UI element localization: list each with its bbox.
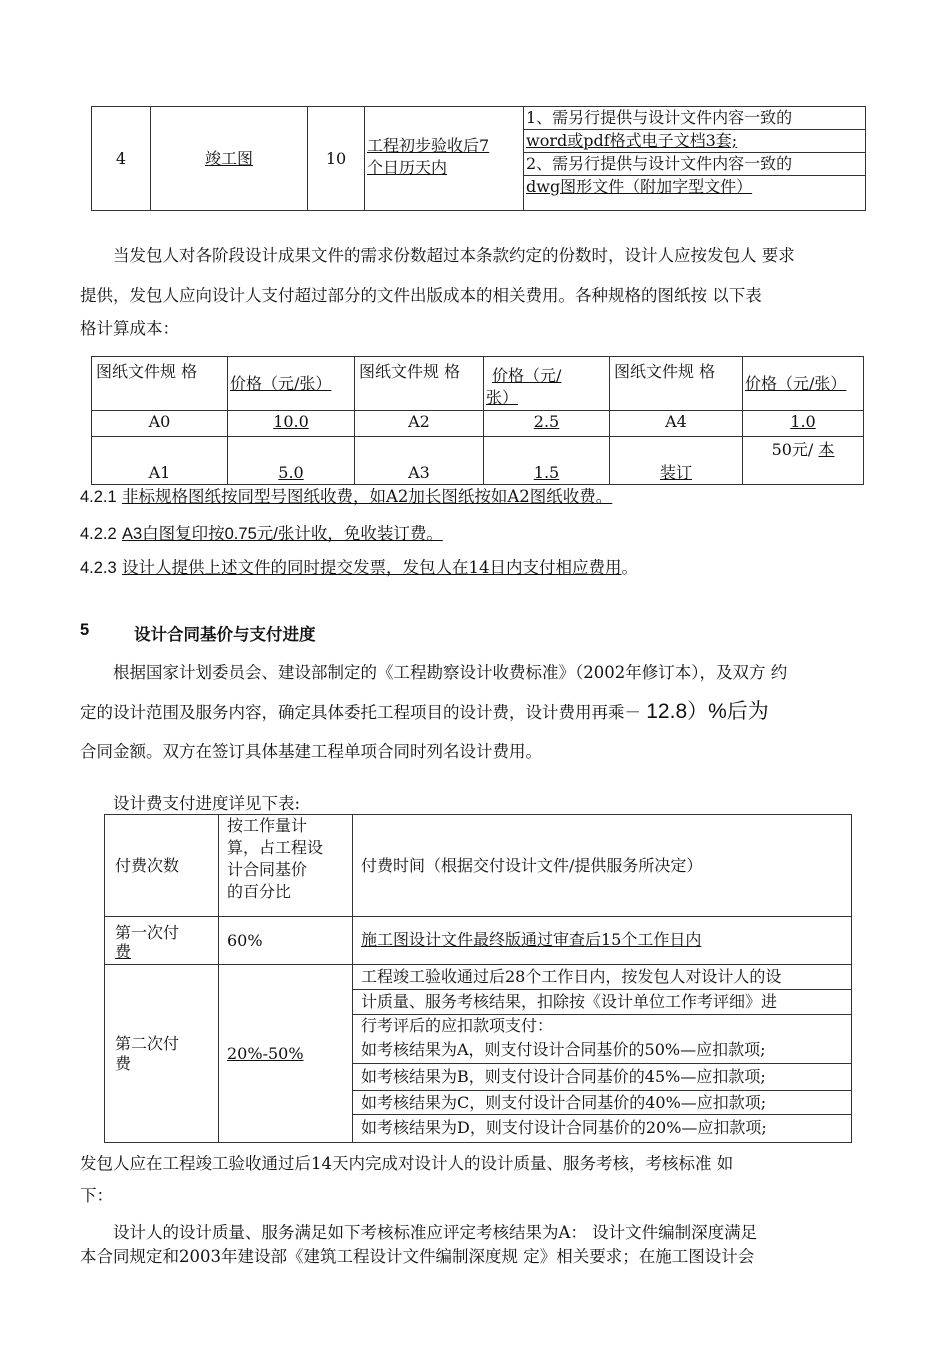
header-spec-2: 图纸文件规 格 — [355, 357, 484, 411]
row-requirements: 1、需另行提供与设计文件内容一致的 word或pdf格式电子文档3套; 2、需另行提供与设计文件内容一致的 dwg图形文件（附加字型文件） — [524, 107, 866, 211]
price-cell: 10.0 — [228, 411, 355, 437]
para2-line2: 下： — [80, 1186, 113, 1205]
price-cell: 2.5 — [484, 411, 610, 437]
price-cell: 5.0 — [228, 437, 355, 485]
price-cell: 1.5 — [484, 437, 610, 485]
row-number: 4 — [92, 107, 151, 211]
clause-4-2-2: 4.2.2 A3白图复印按0.75元/张计收，免收装订费。 — [80, 525, 443, 543]
header-spec-3: 图纸文件规 格 — [610, 357, 743, 411]
header-spec-1: 图纸文件规 格 — [92, 357, 228, 411]
section5-line3: 合同金额。双方在签订具体基建工程单项合同时列名设计费用。 — [80, 742, 542, 761]
header-price-3: 价格（元/张） — [743, 357, 864, 411]
price-cell: 1.0 — [743, 411, 864, 437]
clause-4-2-1: 4.2.1 非标规格图纸按同型号图纸收费，如A2加长图纸按如A2图纸收费。 — [80, 487, 613, 506]
price-cell: 50元/ 本 — [743, 437, 864, 485]
table-row — [92, 411, 864, 437]
section-title: 设计合同基价与支付进度 — [134, 626, 316, 644]
para2-line1: 发包人应在工程竣工验收通过后14天内完成对设计人的设计质量、服务考核，考核标准 如 — [80, 1154, 734, 1173]
spec-cell: A1 — [92, 437, 228, 485]
percent-cell: 20%-50% — [219, 965, 353, 1143]
payment-schedule-table — [104, 814, 852, 1143]
row-count: 10 — [308, 107, 365, 211]
header-price-2: 价格（元/ 张） — [484, 357, 610, 411]
table-caption: 设计费支付进度详见下表: — [113, 794, 301, 813]
table-row — [92, 437, 864, 485]
section5-line1: 根据国家计划委员会、建设部制定的《工程勘察设计收费标准》（2002年修订本），及双方 约 — [113, 663, 788, 682]
para1-line2: 提供，发包人应向设计人支付超过部分的文件出版成本的相关费用。各种规格的图纸按 以下表 — [80, 286, 762, 305]
header-time: 付费时间（根据交付设计文件/提供服务所决定） — [353, 815, 852, 917]
time-cell: 工程竣工验收通过后28个工作日内，按发包人对设计人的设 计质量、服务考核结果，扣除按《设计单位工作考评细》进 行考评后的应扣款项支付： 如考核结果为A，则支付设计合同基价的50%—应扣款项; 如考核结果为B，则支付设计合同基价的45%—应扣款项; 如考核结果为C，则支付设计合同基价的40%—应扣款项; 如考核结果为D，则支付设计合同基价的20%—应扣款项; — [353, 965, 852, 1143]
para1-line3: 格计算成本： — [80, 319, 179, 338]
drawing-cost-table — [91, 356, 864, 485]
header-times: 付费次数 — [105, 815, 219, 917]
time-cell: 施工图设计文件最终版通过审查后15个工作日内 — [353, 917, 852, 965]
header-percent: 按工作量计 算，占工程设 计合同基价 的百分比 — [219, 815, 353, 917]
row-name: 竣工图 — [151, 107, 308, 211]
table-row — [105, 917, 852, 965]
spec-cell: 装订 — [610, 437, 743, 485]
spec-cell: A3 — [355, 437, 484, 485]
deliverables-table — [91, 106, 866, 211]
para3-line2: 本合同规定和2003年建设部《建筑工程设计文件编制深度规 定》相关要求；在施工图设计会 — [80, 1247, 755, 1266]
header-price-1: 价格（元/张） — [228, 357, 355, 411]
table-row — [105, 965, 852, 1143]
row-time: 工程初步验收后7 个日历天内 — [365, 107, 524, 211]
clause-4-2-3: 4.2.3 设计人提供上述文件的同时提交发票，发包人在14日内支付相应费用。 — [80, 558, 638, 577]
para1-line1: 当发包人对各阶段设计成果文件的需求份数超过本条款约定的份数时，设计人应按发包人 要求 — [113, 246, 795, 265]
percent-cell: 60% — [219, 917, 353, 965]
spec-cell: A2 — [355, 411, 484, 437]
section5-line2: 定的设计范围及服务内容，确定具体委托工程项目的设计费，设计费用再乘－ 12.8）%后为 — [80, 700, 769, 723]
spec-cell: A4 — [610, 411, 743, 437]
section-number: 5 — [80, 621, 90, 639]
times-cell: 第一次付 费 — [105, 917, 219, 965]
spec-cell: A0 — [92, 411, 228, 437]
times-cell: 第二次付 费 — [105, 965, 219, 1143]
para3-line1: 设计人的设计质量、服务满足如下考核标准应评定考核结果为A： 设计文件编制深度满足 — [113, 1223, 758, 1242]
